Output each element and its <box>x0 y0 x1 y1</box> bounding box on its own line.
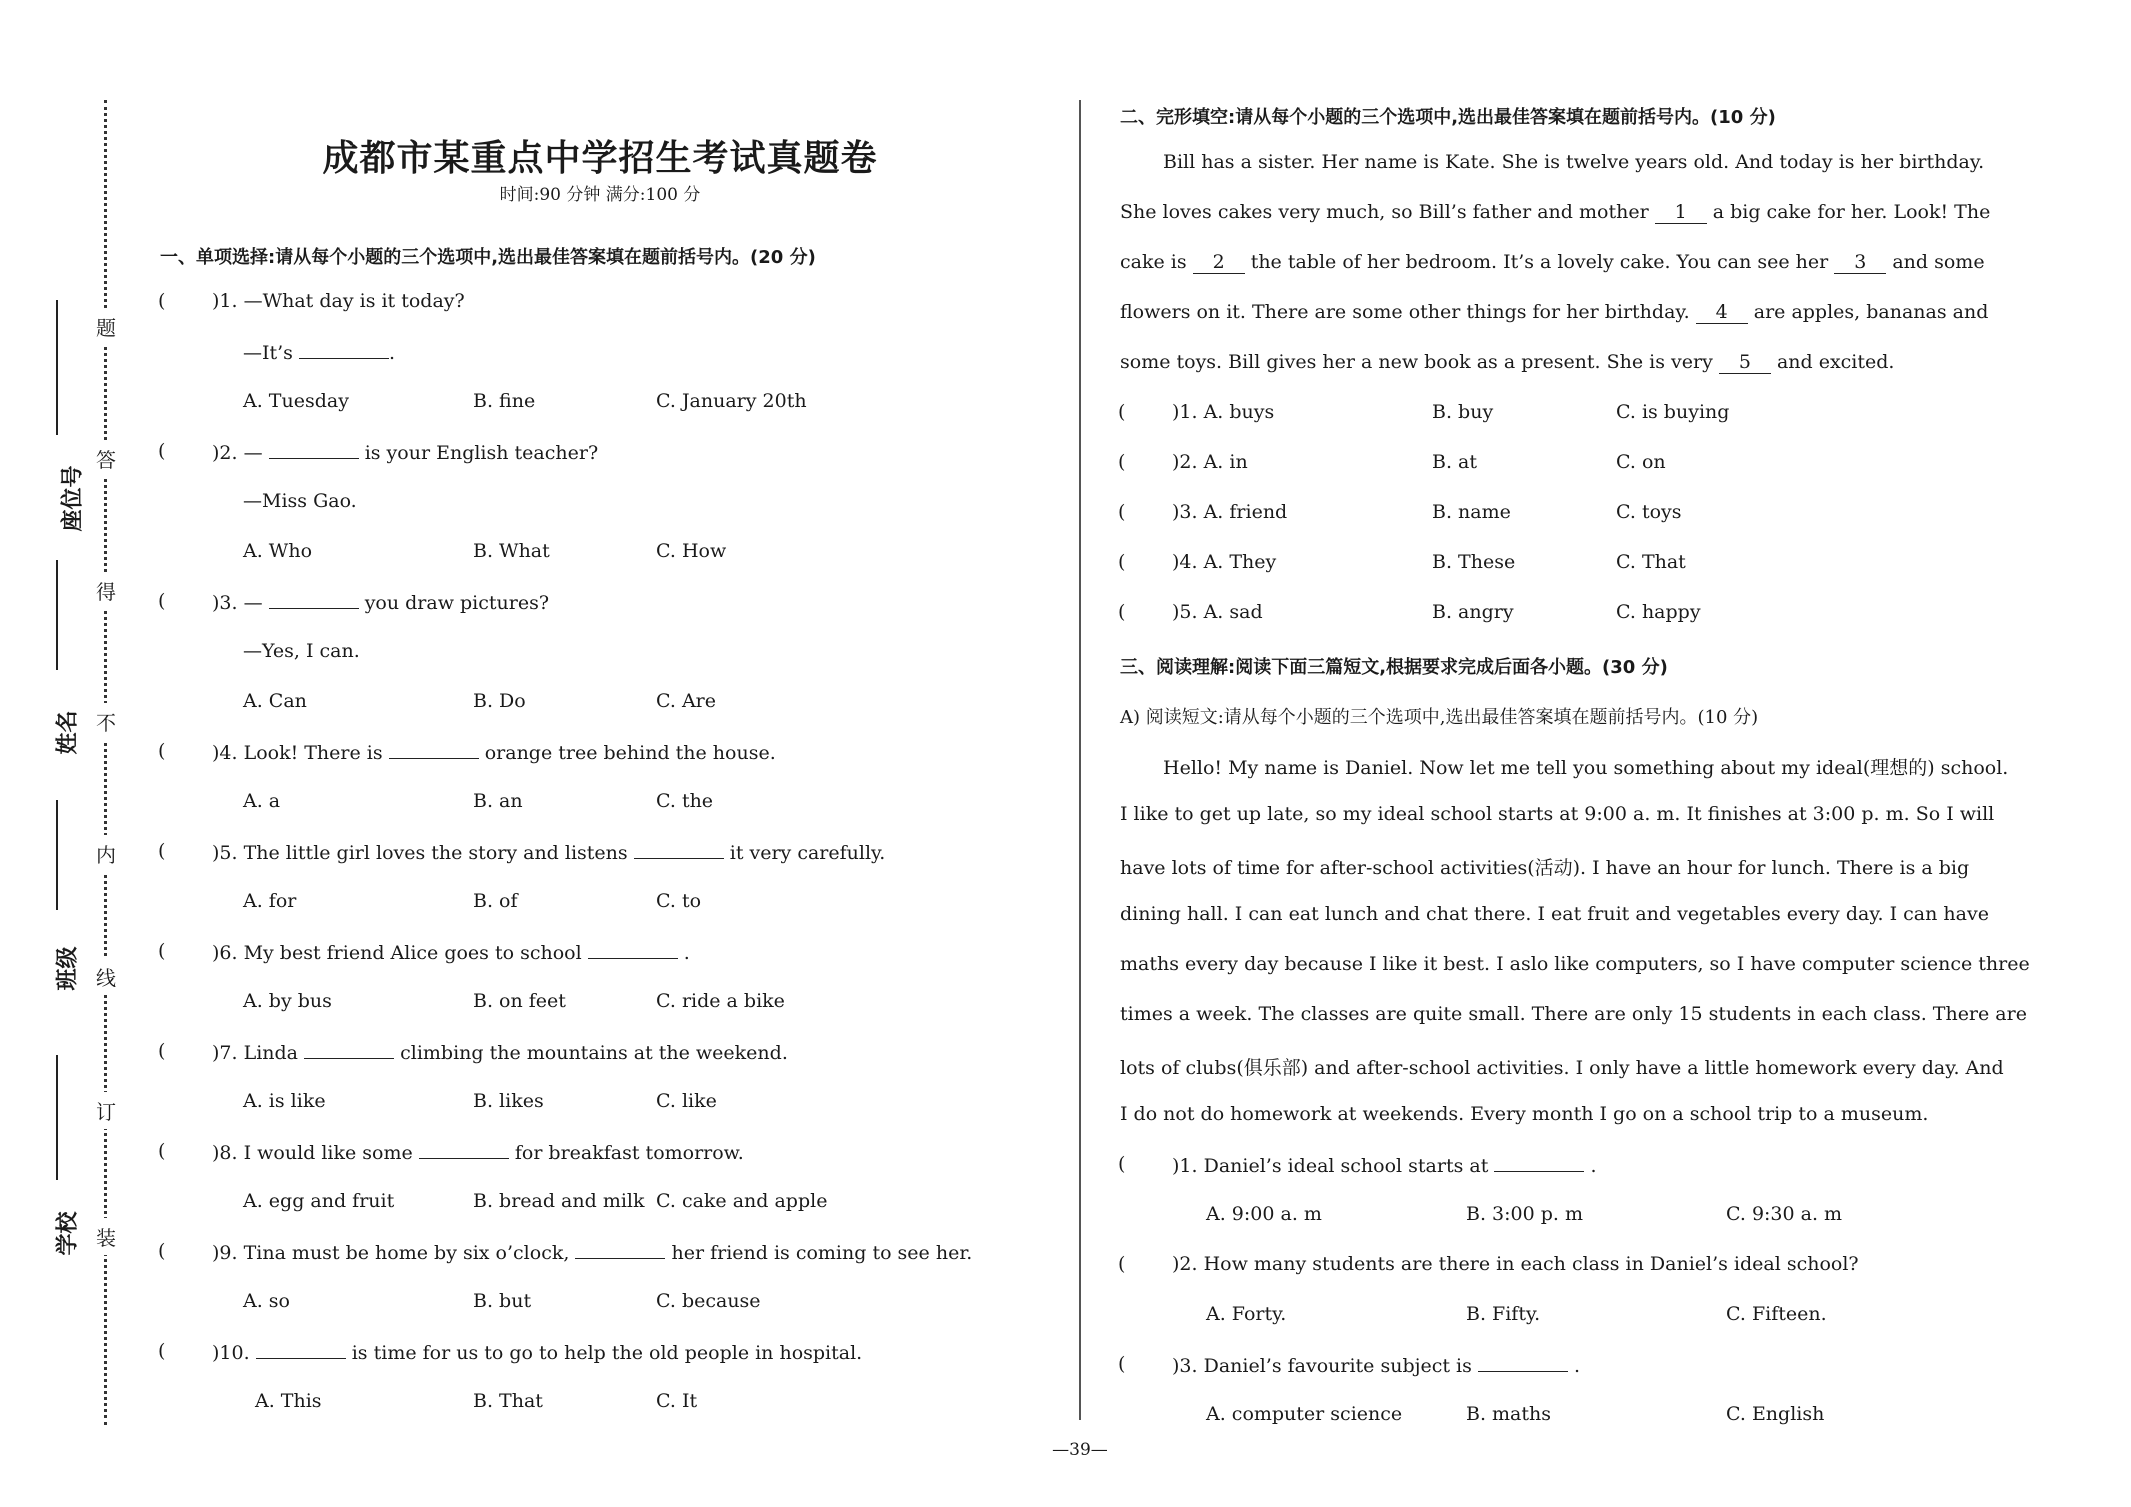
option-c[interactable]: C. 9:30 a. m <box>1726 1203 1843 1225</box>
question-stem <box>212 1240 972 1264</box>
column-divider <box>1079 100 1081 1420</box>
stem-text: )2. How many students are there in each class in Daniel’s ideal school? <box>1172 1253 1859 1275</box>
stem-text: )9. Tina must be home by six o’clock, <box>212 1242 570 1264</box>
option-a[interactable]: A. a <box>243 790 281 812</box>
answer-bracket[interactable]: ( <box>158 1040 166 1062</box>
seat-number-label: 座位号 <box>60 465 86 532</box>
question-stem <box>1172 1353 1580 1377</box>
passage-line: lots of clubs(俱乐部) and after-school activities. I only have a little homework every day. And <box>1120 1057 2004 1079</box>
reply-line <box>243 340 395 364</box>
answer-bracket[interactable]: ( <box>158 590 166 612</box>
option-b[interactable]: B. but <box>473 1290 532 1312</box>
stem-text: )1. Daniel’s ideal school starts at <box>1172 1155 1489 1177</box>
option-a[interactable]: A. Can <box>243 690 307 712</box>
passage-line: I like to get up late, so my ideal school starts at 9:00 a. m. It finishes at 3:00 p. m. So I will <box>1120 803 1995 825</box>
passage-text: the table of her bedroom. It’s a lovely cake. You can see her <box>1250 251 1829 273</box>
answer-bracket[interactable]: ( <box>1118 1253 1126 1275</box>
section2-heading: 二、完形填空:请从每个小题的三个选项中,选出最佳答案填在题前括号内。(10 分) <box>1120 107 1776 128</box>
option-b[interactable]: B. These <box>1432 551 1516 573</box>
stem-text: . <box>683 942 690 964</box>
passage-line <box>1120 251 1985 274</box>
option-c[interactable]: C. is buying <box>1616 401 1730 423</box>
stem-text: )2. — <box>212 442 263 464</box>
passage-line: times a week. The classes are quite small. There are only 15 students in each class. There are <box>1120 1003 2027 1025</box>
question-stem <box>212 590 549 614</box>
option-b[interactable]: B. 3:00 p. m <box>1466 1203 1584 1225</box>
passage-text: flowers on it. There are some other things for her birthday. <box>1120 301 1690 323</box>
stem-text: )7. Linda <box>212 1042 299 1064</box>
option-b[interactable]: B. bread and milk <box>473 1190 645 1212</box>
answer-blank[interactable] <box>304 1040 394 1059</box>
page-number: —39— <box>1052 1440 1108 1460</box>
passage-line: Hello! My name is Daniel. Now let me tell you something about my ideal(理想的) school. <box>1163 757 2009 779</box>
option-c[interactable]: C. to <box>656 890 702 912</box>
answer-bracket[interactable]: ( <box>1118 501 1126 523</box>
passage-line <box>1120 201 1990 224</box>
option-a[interactable]: )1. A. buys <box>1172 401 1275 423</box>
question-stem <box>212 740 776 764</box>
answer-blank[interactable] <box>575 1240 665 1259</box>
reply-line <box>243 640 360 662</box>
name-line <box>56 560 58 670</box>
option-b[interactable]: B. of <box>473 890 518 912</box>
stem-text: climbing the mountains at the weekend. <box>400 1042 788 1064</box>
option-b[interactable]: B. maths <box>1466 1403 1552 1425</box>
passage-line <box>1120 351 1894 374</box>
stem-text: )3. Daniel’s favourite subject is <box>1172 1355 1472 1377</box>
option-c[interactable]: C. toys <box>1616 501 1682 523</box>
answer-blank[interactable] <box>634 840 724 859</box>
option-c[interactable]: C. cake and apple <box>656 1190 828 1212</box>
option-b[interactable]: B. likes <box>473 1090 544 1112</box>
passage-line <box>1120 301 1988 324</box>
stem-text: it very carefully. <box>729 842 886 864</box>
stem-text: is time for us to go to help the old people in hospital. <box>351 1342 863 1364</box>
option-b[interactable]: B. an <box>473 790 523 812</box>
reply-line <box>243 490 357 512</box>
school-line <box>56 1055 58 1180</box>
stem-text: is your English teacher? <box>364 442 599 464</box>
option-b[interactable]: B. at <box>1432 451 1478 473</box>
option-c[interactable]: C. the <box>656 790 714 812</box>
option-a[interactable]: A. Forty. <box>1206 1303 1287 1325</box>
option-a[interactable]: A. by bus <box>243 990 332 1012</box>
option-c[interactable]: C. That <box>1616 551 1686 573</box>
answer-blank[interactable] <box>588 940 678 959</box>
answer-bracket[interactable]: ( <box>158 290 166 312</box>
question-stem <box>212 1040 788 1064</box>
option-b[interactable]: B. Do <box>473 690 526 712</box>
stem-text: )8. I would like some <box>212 1142 413 1164</box>
passage-line: I do not do homework at weekends. Every month I go on a school trip to a museum. <box>1120 1103 1929 1125</box>
passage-text: and some <box>1892 251 1985 273</box>
question-stem <box>1172 1153 1596 1177</box>
seal-char: 得 <box>96 572 116 609</box>
option-c[interactable]: C. Fifteen. <box>1726 1303 1827 1325</box>
passage-text: and excited. <box>1776 351 1895 373</box>
option-c[interactable]: C. on <box>1616 451 1666 473</box>
passage-line: Bill has a sister. Her name is Kate. She is twelve years old. And today is her birthday. <box>1163 151 1985 173</box>
answer-bracket[interactable]: ( <box>1118 401 1126 423</box>
cloze-blank-1[interactable]: 1 <box>1655 201 1707 224</box>
seal-char: 线 <box>96 958 116 995</box>
answer-bracket[interactable]: ( <box>158 440 166 462</box>
binding-margin <box>0 0 130 1507</box>
option-b[interactable]: B. on feet <box>473 990 566 1012</box>
option-b[interactable]: B. angry <box>1432 601 1514 623</box>
cloze-blank-3[interactable]: 3 <box>1834 251 1886 274</box>
option-a[interactable]: )3. A. friend <box>1172 501 1288 523</box>
stem-text: )4. Look! There is <box>212 742 383 764</box>
stem-text: orange tree behind the house. <box>484 742 776 764</box>
passage-line: have lots of time for after-school activities(活动). I have an hour for lunch. There is a big <box>1120 857 1970 879</box>
stem-text: you draw pictures? <box>364 592 550 614</box>
answer-blank[interactable] <box>256 1340 346 1359</box>
option-c[interactable]: C. like <box>656 1090 717 1112</box>
seal-char: 题 <box>96 308 116 345</box>
answer-bracket[interactable]: ( <box>158 1140 166 1162</box>
exam-time-info: 时间:90 分钟 满分:100 分 <box>499 185 701 205</box>
seal-char: 装 <box>96 1218 116 1255</box>
page-title: 成都市某重点中学招生考试真题卷 <box>322 138 878 179</box>
option-c[interactable]: C. It <box>656 1390 698 1412</box>
question-stem <box>212 440 598 464</box>
answer-blank[interactable] <box>389 740 479 759</box>
option-a[interactable]: )2. A. in <box>1172 451 1248 473</box>
reply-text: . <box>388 342 396 364</box>
answer-bracket[interactable]: ( <box>1118 1353 1126 1375</box>
option-c[interactable]: C. happy <box>1616 601 1701 623</box>
question-stem <box>1172 1253 1859 1275</box>
option-b[interactable]: B. fine <box>473 390 536 412</box>
answer-blank[interactable] <box>299 340 389 359</box>
seal-char: 答 <box>96 440 116 477</box>
section3-heading: 三、阅读理解:阅读下面三篇短文,根据要求完成后面各小题。(30 分) <box>1120 657 1668 678</box>
option-a[interactable]: A. 9:00 a. m <box>1206 1203 1322 1225</box>
option-c[interactable]: C. How <box>656 540 727 562</box>
stem-text: )1. —What day is it today? <box>212 290 465 312</box>
answer-blank[interactable] <box>269 590 359 609</box>
school-label: 学校 <box>55 1211 81 1256</box>
stem-text: . <box>1590 1155 1597 1177</box>
answer-bracket[interactable]: ( <box>158 840 166 862</box>
name-label: 姓名 <box>55 710 81 755</box>
option-b[interactable]: B. That <box>473 1390 543 1412</box>
option-b[interactable]: B. buy <box>1432 401 1494 423</box>
option-a[interactable]: A. This <box>255 1390 322 1412</box>
stem-text: . <box>1573 1355 1581 1377</box>
answer-bracket[interactable]: ( <box>158 1240 166 1262</box>
cloze-blank-5[interactable]: 5 <box>1719 351 1771 374</box>
option-b[interactable]: B. What <box>473 540 550 562</box>
answer-blank[interactable] <box>269 440 359 459</box>
reply-text: —Miss Gao. <box>243 490 357 512</box>
stem-text: )5. The little girl loves the story and listens <box>212 842 628 864</box>
option-c[interactable]: C. English <box>1726 1403 1825 1425</box>
passage-text: are apples, bananas and <box>1753 301 1989 323</box>
option-a[interactable]: A. for <box>243 890 297 912</box>
seat-number-line <box>56 300 58 435</box>
stem-text: for breakfast tomorrow. <box>514 1142 744 1164</box>
reply-text: —Yes, I can. <box>243 640 360 662</box>
answer-blank[interactable] <box>1494 1153 1584 1172</box>
option-c[interactable]: C. Are <box>656 690 716 712</box>
option-a[interactable]: A. so <box>243 1290 290 1312</box>
stem-text: her friend is coming to see her. <box>671 1242 973 1264</box>
question-stem <box>212 840 885 864</box>
option-c[interactable]: C. ride a bike <box>656 990 785 1012</box>
section1-heading: 一、单项选择:请从每个小题的三个选项中,选出最佳答案填在题前括号内。(20 分) <box>160 247 816 268</box>
option-b[interactable]: B. Fifty. <box>1466 1303 1541 1325</box>
reply-text: —It’s <box>243 342 293 364</box>
passage-text: cake is <box>1120 251 1187 273</box>
option-b[interactable]: B. name <box>1432 501 1511 523</box>
answer-blank[interactable] <box>1478 1353 1568 1372</box>
option-a[interactable]: A. egg and fruit <box>243 1190 395 1212</box>
stem-text: )10. <box>212 1342 250 1364</box>
answer-bracket[interactable]: ( <box>158 940 166 962</box>
question-stem <box>212 1140 744 1164</box>
seal-char: 订 <box>96 1092 116 1129</box>
option-a[interactable]: A. is like <box>243 1090 326 1112</box>
seal-char: 内 <box>96 835 116 872</box>
option-a[interactable]: )5. A. sad <box>1172 601 1263 623</box>
cloze-blank-4[interactable]: 4 <box>1696 301 1748 324</box>
answer-bracket[interactable]: ( <box>1118 551 1126 573</box>
option-c[interactable]: C. because <box>656 1290 761 1312</box>
question-stem <box>212 290 465 312</box>
option-c[interactable]: C. January 20th <box>656 390 807 412</box>
answer-bracket[interactable]: ( <box>1118 1153 1126 1175</box>
stem-text: )3. — <box>212 592 263 614</box>
cloze-blank-2[interactable]: 2 <box>1193 251 1245 274</box>
passage-text: some toys. Bill gives her a new book as a present. She is very <box>1120 351 1713 373</box>
passage-line: dining hall. I can eat lunch and chat there. I eat fruit and vegetables every day. I can have <box>1120 903 1989 925</box>
option-a[interactable]: A. Tuesday <box>243 390 349 412</box>
seal-char: 不 <box>96 703 116 740</box>
stem-text: )6. My best friend Alice goes to school <box>212 942 582 964</box>
class-line <box>56 800 58 910</box>
class-label: 班级 <box>55 946 81 991</box>
section3-subheading: A) 阅读短文:请从每个小题的三个选项中,选出最佳答案填在题前括号内。(10 分) <box>1120 707 1759 728</box>
question-stem <box>212 1340 862 1364</box>
passage-text: She loves cakes very much, so Bill’s father and mother <box>1120 201 1649 223</box>
answer-bracket[interactable]: ( <box>1118 451 1126 473</box>
passage-line: maths every day because I like it best. I aslo like computers, so I have computer science three <box>1120 953 2030 975</box>
answer-blank[interactable] <box>419 1140 509 1159</box>
passage-text: a big cake for her. Look! The <box>1712 201 1991 223</box>
answer-bracket[interactable]: ( <box>1118 601 1126 623</box>
option-a[interactable]: A. computer science <box>1206 1403 1403 1425</box>
answer-bracket[interactable]: ( <box>158 740 166 762</box>
option-a[interactable]: )4. A. They <box>1172 551 1277 573</box>
answer-bracket[interactable]: ( <box>158 1340 166 1362</box>
question-stem <box>212 940 690 964</box>
option-a[interactable]: A. Who <box>243 540 313 562</box>
